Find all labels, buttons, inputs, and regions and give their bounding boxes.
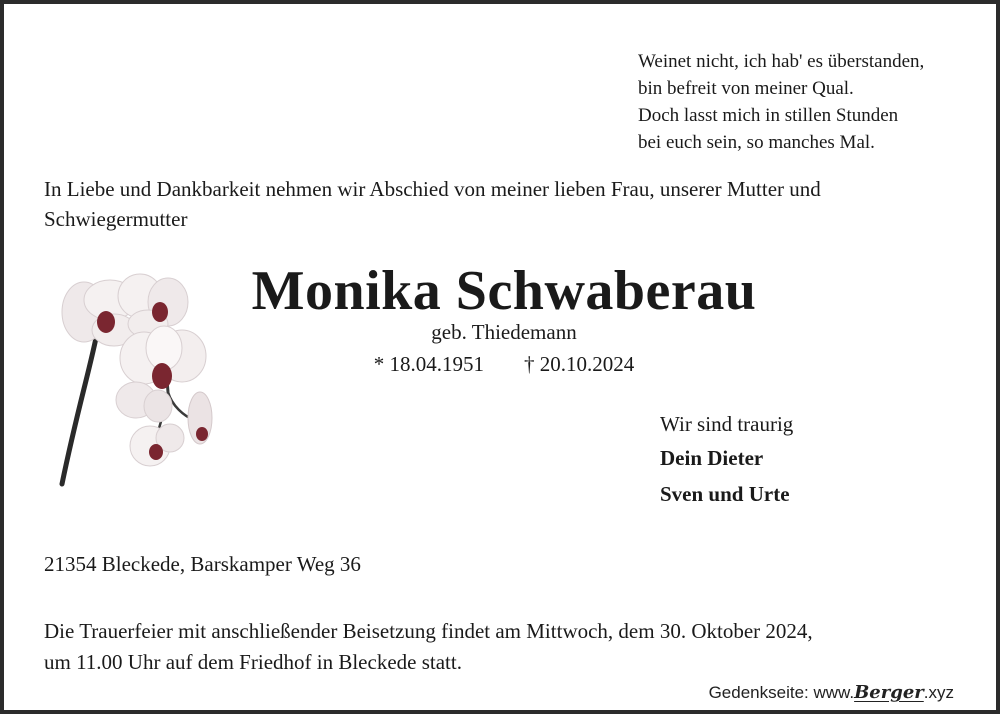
mourner-name: Sven und Urte	[660, 482, 790, 506]
mourners	[660, 408, 960, 512]
poem-line: Weinet nicht, ich hab' es überstanden,	[638, 51, 925, 72]
funeral-notice	[44, 616, 984, 678]
intro-line: Schwiegermutter	[44, 207, 188, 231]
life-dates	[304, 350, 704, 378]
memorial-page-link[interactable]	[709, 682, 954, 704]
brand-logo: Berger	[854, 682, 924, 703]
mourners-intro: Wir sind traurig	[660, 412, 794, 436]
poem-line: bei euch sein, so manches Mal.	[638, 132, 875, 153]
death-date: † 20.10.2024	[524, 352, 635, 376]
mourner-name: Dein Dieter	[660, 446, 764, 470]
deceased-name: Monika Schwaberau	[251, 260, 757, 322]
footer-prefix: Gedenkseite: www.	[708, 683, 855, 702]
footer-suffix: .xyz	[923, 683, 954, 702]
address: 21354 Bleckede, Barskamper Weg 36	[44, 552, 361, 576]
poem-line: bin befreit von meiner Qual.	[638, 78, 854, 99]
poem	[638, 48, 978, 156]
birth-date: * 18.04.1951	[373, 352, 484, 376]
funeral-line: um 11.00 Uhr auf dem Friedhof in Bleckede statt.	[44, 650, 462, 674]
poem-line: Doch lasst mich in stillen Stunden	[638, 105, 899, 126]
maiden-name: geb. Thiedemann	[431, 320, 577, 344]
funeral-line: Die Trauerfeier mit anschließender Beisetzung findet am Mittwoch, dem 30. Oktober 2024,	[44, 619, 813, 643]
intro-text	[44, 174, 944, 234]
intro-line: In Liebe und Dankbarkeit nehmen wir Abschied von meiner lieben Frau, unserer Mutter und	[44, 177, 821, 201]
